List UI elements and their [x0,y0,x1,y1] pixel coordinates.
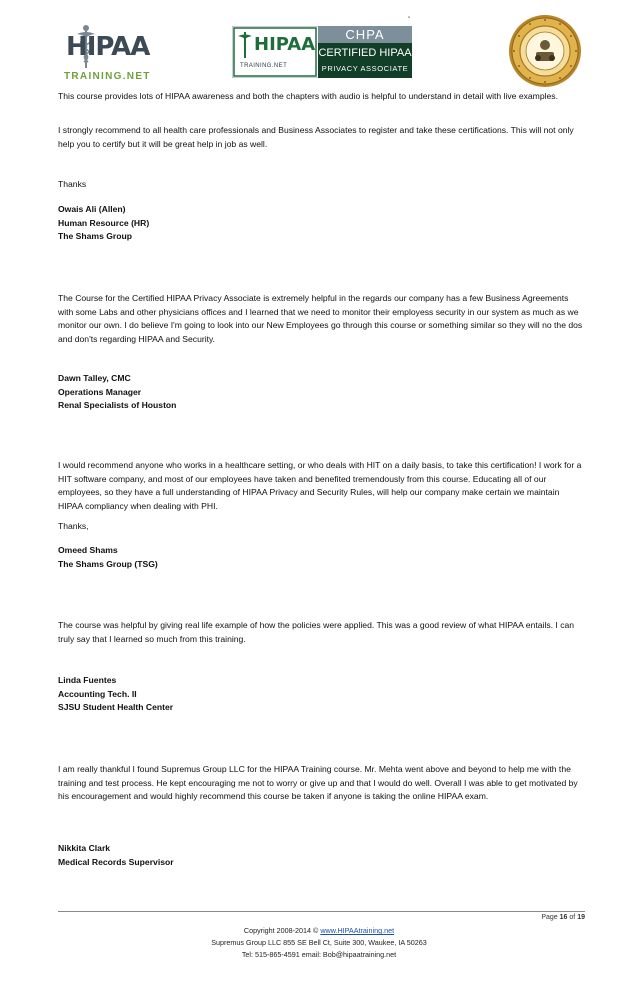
signature-block [58,372,586,413]
page-total: 19 [577,914,585,921]
logo-subtitle: TRAINING.NET [64,71,151,82]
testimonial-text: The course was helpful by giving real life example of how the policies were applied. This was a good review of what HIPAA entails. I can truly say that I learned so much from this training. [58,620,575,644]
copyright-line [0,925,638,937]
badge-chpa: CHPA [345,27,385,42]
badge-privacy: PRIVACY ASSOCIATE [321,64,409,73]
contact-line: Tel: 515-865-4591 email: Bob@hipaatraining.net [241,950,397,959]
chpa-badge-logo [232,26,412,78]
signature-block [58,842,586,869]
address-line: Supremus Group LLC 855 SE Bell Ct, Suite 300, Waukee, IA 50263 [211,938,427,947]
footer-divider [58,911,585,912]
badge-mini-wordmark: HIPAA [254,34,316,55]
signature-block [58,544,586,571]
thanks-text: Thanks [58,179,87,189]
page-header [0,0,638,88]
copyright-text: Copyright 2008-2014 © [243,926,321,935]
signature-block [58,674,586,715]
paragraph: This course provides lots of HIPAA awareness and both the chapters with audio is helpful to understand in detail with live examples. [58,91,558,101]
signature-name: Linda Fuentes [58,675,117,685]
closing-text: Thanks, [58,521,89,531]
header-mark: " [408,17,411,23]
certification-seal-icon [508,14,582,88]
page-current: 16 [559,914,568,921]
page-of: of [569,914,576,921]
page-footer [0,925,638,961]
signature-name: Dawn Talley, CMC [58,373,131,383]
testimonial-text: I would recommend anyone who works in a healthcare setting, or who deals with HIT on a daily basis, to take this certification! I work for a HIT software company, and most of our employees have taken and benefited tremendously from this course. Educating all of our employees, so they have a full understanding of HIPAA Privacy and Security Rules, will help our company make certain we maintain HIPAA compliancy when dealing with PHI. [58,460,582,511]
signature-name: Owais Ali (Allen) [58,204,126,214]
signature-block [58,203,586,244]
paragraph: I strongly recommend to all health care professionals and Business Associates to register and take these certifications. This will not only help you to certify but it will be great help in job as well. [58,125,574,149]
logo-wordmark: HIPAA [66,32,150,62]
testimonial-text: I am really thankful I found Supremus Group LLC for the HIPAA Training course. Mr. Mehta went above and beyond to help me with the training and test process. He kept encouraging me not to worry or give up and that I would do well. Overall I was able to get motivated by his encouragement and would highly recommend this course be taken if anyone is taking the online HIPAA exam. [58,764,578,801]
badge-certified: CERTIFIED HIPAA [318,47,412,59]
signature-org: SJSU Student Health Center [58,702,174,712]
signature-org: The Shams Group [58,231,133,241]
signature-name: Omeed Shams [58,545,118,555]
page-label: Page [541,914,558,921]
hipaa-training-logo [58,22,150,88]
signature-org: Renal Specialists of Houston [58,400,177,410]
website-link[interactable]: www.HIPAAtraining.net [320,926,395,935]
signature-name: Nikkita Clark [58,843,111,853]
signature-title: Medical Records Supervisor [58,856,174,867]
signature-org: The Shams Group (TSG) [58,558,158,569]
signature-title: Human Resource (HR) [58,217,150,228]
badge-mini-subtitle: TRAINING.NET [240,63,288,69]
page-number [541,914,585,921]
signature-title: Accounting Tech. II [58,688,137,699]
signature-title: Operations Manager [58,386,142,397]
testimonial-text: The Course for the Certified HIPAA Privacy Associate is extremely helpful in the regards our company has a few Business Agreements with some Labs and other physicians offices and I learned that we need to monitor their employess security in our system as much as we monitor our own. I do believe I'm going to look into our New Employees go through this course or something similar so they will no the dos and don'ts regarding HIPAA and Security. [58,293,583,344]
